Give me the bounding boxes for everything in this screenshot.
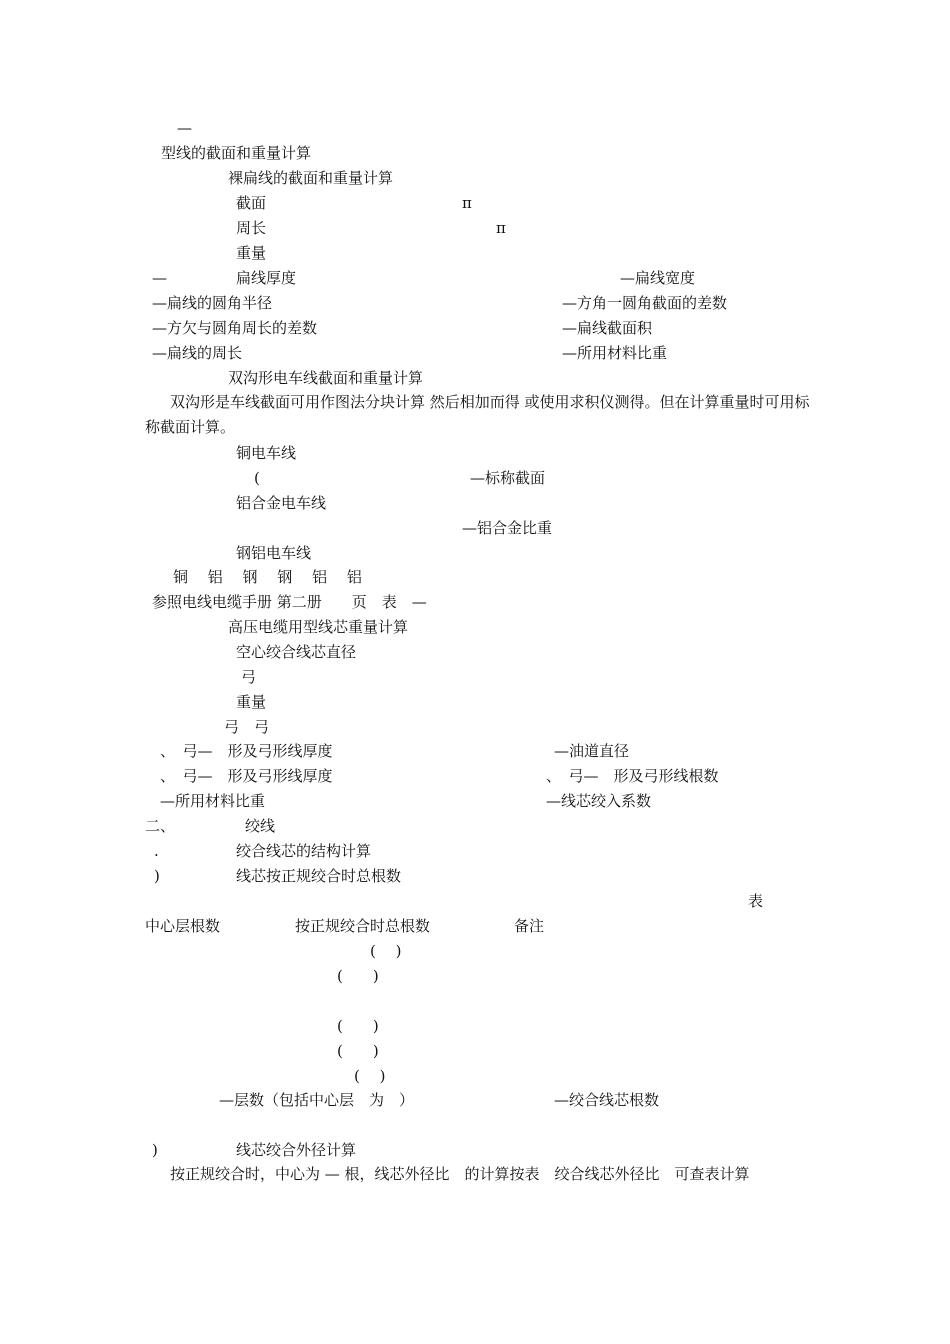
formula-label: 铝合金电车线 — [236, 494, 327, 512]
material-list: 铜 铝 钢 钢 铝 铝 — [173, 568, 362, 586]
variable-def: —绞合线芯根数 — [554, 1091, 660, 1109]
formula-label: 重量 — [236, 693, 267, 711]
variable-def: —方欠与圆角周长的差数 — [152, 319, 318, 337]
paragraph: 按正规绞合时，中心为 — 根，线芯外径比 的计算按表 绞合线芯外径比 可查表计算 — [170, 1165, 750, 1183]
formula-label: 截面 — [236, 194, 267, 212]
subsection-heading: 线芯绞合外径计算 — [236, 1141, 357, 1159]
variable-def: 、 弓— 形及弓形线根数 — [546, 767, 719, 785]
paragraph: 双沟形是车线截面可用作图法分块计算 然后相加而得 或使用求积仪测得。但在计算重量时可用标称截面计算。 — [145, 393, 810, 436]
subsection-heading: 线芯按正规绞合时总根数 — [236, 867, 402, 885]
pi-symbol: π — [496, 219, 506, 237]
dash-mark: — — [177, 119, 192, 137]
variable-def: 扁线厚度 — [236, 269, 297, 287]
item-number: ) — [152, 1141, 158, 1159]
variable-def: — — [152, 269, 167, 287]
formula-label: 铜电车线 — [236, 444, 297, 462]
formula-label: 钢铝电车线 — [236, 544, 312, 562]
variable-def: 、 弓— 形及弓形线厚度 — [160, 742, 333, 760]
section-heading: 型线的截面和重量计算 — [161, 144, 312, 162]
variable-def: —铝合金比重 — [462, 519, 553, 537]
chapter-number: 二、 — [145, 817, 176, 835]
formula-fragment: 弓 弓 — [224, 718, 270, 736]
table-cell: ( ) — [337, 1017, 379, 1035]
variable-def: —标称截面 — [470, 469, 546, 487]
variable-def: —油道直径 — [554, 742, 630, 760]
variable-def: —所用材料比重 — [562, 344, 668, 362]
table-cell: ( ) — [337, 967, 379, 985]
formula-fragment: 弓 — [241, 668, 257, 686]
variable-def: —方角一圆角截面的差数 — [562, 294, 728, 312]
subsection-heading: 绞合线芯的结构计算 — [236, 842, 372, 860]
table-label: 表 — [748, 892, 764, 910]
formula-label: 周长 — [236, 219, 267, 237]
variable-def: —层数（包括中心层 为 ） — [219, 1091, 415, 1109]
table-cell: ( ) — [337, 1042, 379, 1060]
table-header-center-count: 中心层根数 — [145, 917, 221, 935]
variable-def: —扁线的圆角半径 — [152, 294, 273, 312]
subsection-heading: 双沟形电车线截面和重量计算 — [228, 369, 424, 387]
table-cell: ( ) — [354, 1067, 386, 1085]
chapter-heading: 绞线 — [245, 817, 276, 835]
variable-def: 、 弓— 形及弓形线厚度 — [160, 767, 333, 785]
reference-note: 参照电线电缆手册 第二册 页 表 — — [152, 593, 427, 611]
table-header-remarks: 备注 — [514, 917, 545, 935]
pi-symbol: π — [462, 194, 472, 212]
table-cell: ( ) — [370, 942, 402, 960]
variable-def: —线芯绞入系数 — [546, 792, 652, 810]
item-number: ) — [154, 867, 160, 885]
subsection-heading: 裸扁线的截面和重量计算 — [228, 169, 394, 187]
table-header-total-count: 按正规绞合时总根数 — [295, 917, 431, 935]
item-number: . — [154, 842, 159, 860]
subsection-heading: 高压电缆用型线芯重量计算 — [228, 618, 409, 636]
variable-def: —扁线宽度 — [620, 269, 696, 287]
formula-label: 重量 — [236, 244, 267, 262]
formula-label: 空心绞合线芯直径 — [236, 643, 357, 661]
variable-def: —扁线的周长 — [152, 344, 243, 362]
variable-def: —所用材料比重 — [160, 792, 266, 810]
variable-def: —扁线截面积 — [562, 319, 653, 337]
formula-fragment: ( — [254, 469, 260, 487]
